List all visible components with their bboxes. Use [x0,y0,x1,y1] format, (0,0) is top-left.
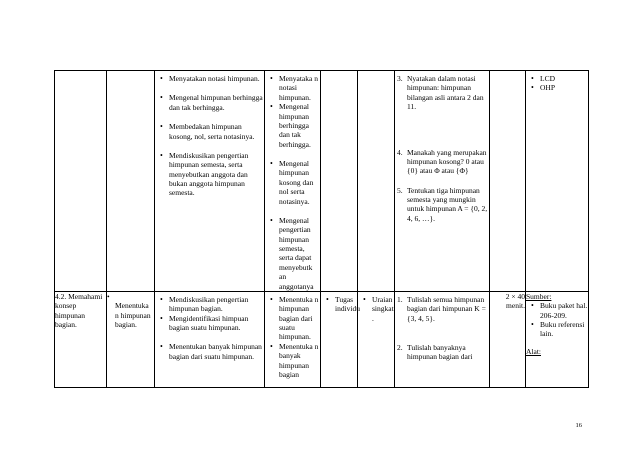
time-cell [490,291,526,387]
material-cell [107,291,155,387]
question-text: Tentukan tiga himpunan semesta yang mungkin untuk himpunan A = {0, 2, 4, 6, …}. [407,185,488,223]
time-cell [490,71,526,292]
question-text: Nyatakan dalam notasi himpunan: himpunan bilangan asli antara 2 dan 11. [407,74,484,112]
indicator-cell [155,71,265,292]
question-cell [395,291,490,387]
assessment-form-cell [358,291,395,387]
competency-text: 4.2. Memahami konsep himpunan bagian. [55,291,103,329]
source-item: • OHP [540,83,588,92]
question-number: 5. [397,185,403,195]
activity-item: • Menyataka n notasi himpunan. [279,74,320,102]
assessment-type-text: • Tugas individu [335,295,357,314]
question-cell [395,71,490,292]
source-cell [526,291,589,387]
indicator-item: • Mengenal himpunan berhingga dan tak berhingga. [169,93,264,112]
syllabus-table [54,70,589,388]
tools-label: Alat: [526,346,541,356]
indicator-item: • Menyatakan notasi himpunan. [169,74,264,83]
table-row [55,291,589,387]
activity-cell [265,71,321,292]
activity-item: • Menentuka n himpunan bagian dari suatu himpunan. [279,295,320,342]
indicator-item: • Membedakan himpunan kosong, nol, serta notasinya. [169,122,264,141]
indicator-item: • Mendiskusikan pengertian himpunan semesta, serta menyebutkan anggota dan bukan anggota himpunan semesta. [169,151,264,198]
source-item: • LCD [540,74,588,83]
competency-cell [55,71,107,292]
question-number: 3. [397,74,403,83]
assessment-type-cell [321,291,361,387]
source-item: • Buku paket hal. 206-209. [540,301,588,320]
material-bullet: • [107,291,110,301]
indicator-cell [155,291,265,387]
assessment-form-cell [358,71,395,292]
table-row [55,71,589,292]
activity-item: • Menentuka n banyak himpunan bagian [279,342,320,380]
question-number: 1. [397,294,403,304]
activity-item: • Mengenal pengertian himpunan semesta, serta dapat menyebutk an anggotanya [279,216,320,291]
indicator-item: • Mengidentifikasi himpuan bagian suatu himpunan. [169,314,264,333]
question-text: Manakah yang merupakan himpunan kosong? 0 atau {0} atau Φ atau {Φ} [407,147,487,176]
competency-cell [55,291,107,387]
question-number: 4. [397,147,403,157]
assessment-form-text: • Uraian singkat . [372,295,394,323]
sources-label: Sumber: [526,291,552,301]
indicator-item: • Mendiskusikan pengertian himpunan bagian. [169,295,264,314]
question-number: 2. [397,343,403,352]
source-cell [526,71,589,292]
time-text: 2 × 40 menit. [505,291,525,311]
activity-cell [265,291,321,387]
question-text: Tulislah banyaknya himpunan bagian dari [407,343,473,362]
activity-item: • Mengenal himpunan kosong dan nol serta notasinya. [279,159,320,206]
activity-item: • Mengenal himpunan berhingga dan tak berhingga. [279,102,320,149]
source-item: • Buku referensi lain. [540,320,588,339]
material-text: Menentuka n himpunan bagian. [115,301,151,329]
assessment-type-cell [321,71,358,292]
indicator-item: • Menentukan banyak himpunan bagian dari suatu himpunan. [169,342,264,361]
page-number: 16 [575,422,582,429]
question-text: Tulislah semua himpunan bagian dari himpunan K = {3, 4, 5}. [407,294,486,323]
material-cell [107,71,155,292]
